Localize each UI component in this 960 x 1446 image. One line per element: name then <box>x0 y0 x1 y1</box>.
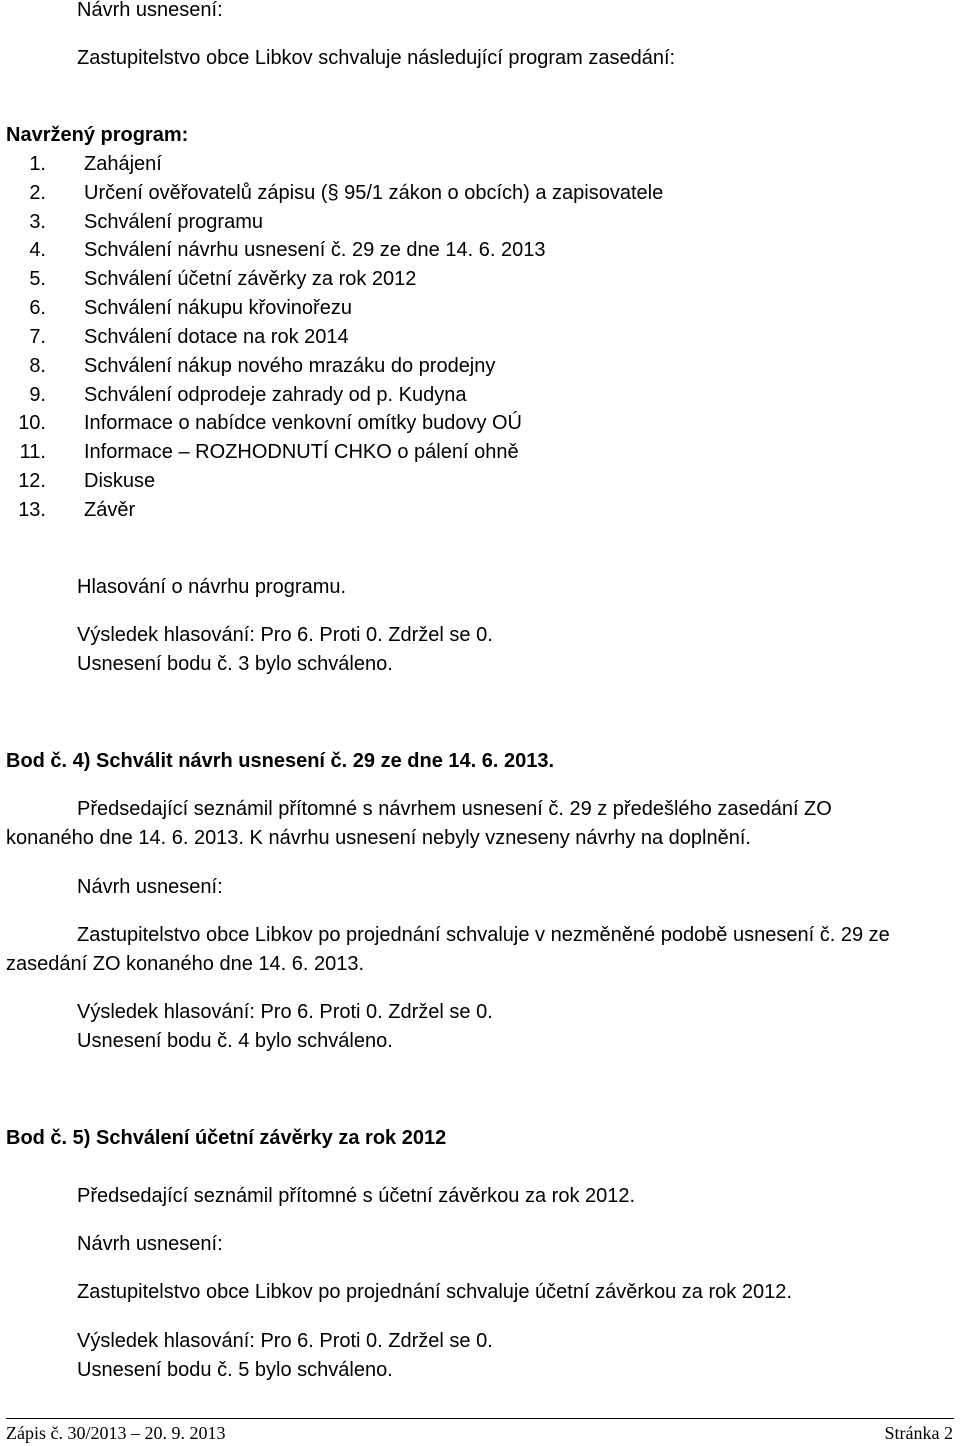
list-item-number: 3. <box>29 211 46 233</box>
list-item-number: 5. <box>29 268 46 290</box>
list-item-number: 4. <box>29 239 46 261</box>
vote-result: Výsledek hlasování: Pro 6. Proti 0. Zdržel se 0. <box>77 1330 493 1352</box>
list-item: Schválení dotace na rok 2014 <box>84 326 349 348</box>
list-item: Schválení nákupu křovinořezu <box>84 297 352 319</box>
section-heading: Bod č. 4) Schválit návrh usnesení č. 29 ze dne 14. 6. 2013. <box>6 750 555 772</box>
list-item: Schválení nákup nového mrazáku do prodejny <box>84 355 496 377</box>
vote-intro: Hlasování o návrhu programu. <box>77 576 347 598</box>
proposal-label: Návrh usnesení: <box>77 0 223 21</box>
resolution-status: Usnesení bodu č. 3 bylo schváleno. <box>77 653 393 675</box>
proposal-text: zasedání ZO konaného dne 14. 6. 2013. <box>6 953 365 975</box>
list-item-number: 12. <box>18 470 46 492</box>
list-item: Závěr <box>84 499 136 521</box>
list-item: Schválení účetní závěrky za rok 2012 <box>84 268 417 290</box>
list-item: Schválení programu <box>84 211 263 233</box>
section-heading: Bod č. 5) Schválení účetní závěrky za rok 2012 <box>6 1127 447 1149</box>
resolution-status: Usnesení bodu č. 4 bylo schváleno. <box>77 1030 393 1052</box>
paragraph: konaného dne 14. 6. 2013. K návrhu usnesení nebyly vzneseny návrhy na doplnění. <box>6 827 751 849</box>
list-item-number: 13. <box>18 499 46 521</box>
proposal-text: Zastupitelstvo obce Libkov schvaluje následující program zasedání: <box>77 47 676 69</box>
paragraph: Předsedající seznámil přítomné s účetní závěrkou za rok 2012. <box>77 1185 636 1207</box>
list-item: Informace – ROZHODNUTÍ CHKO o pálení ohně <box>84 441 519 463</box>
footer-page-number: Stránka 2 <box>884 1423 953 1443</box>
list-item: Určení ověřovatelů zápisu (§ 95/1 zákon o obcích) a zapisovatele <box>84 182 664 204</box>
list-item: Zahájení <box>84 153 162 175</box>
proposal-label: Návrh usnesení: <box>77 1233 223 1255</box>
list-item-number: 9. <box>29 384 46 406</box>
list-item-number: 6. <box>29 297 46 319</box>
list-item: Diskuse <box>84 470 156 492</box>
proposal-label: Návrh usnesení: <box>77 876 223 898</box>
list-item: Schválení návrhu usnesení č. 29 ze dne 14. 6. 2013 <box>84 239 546 261</box>
proposal-text: Zastupitelstvo obce Libkov po projednání schvaluje v nezměněné podobě usnesení č. 29 ze <box>77 924 890 946</box>
list-item: Informace o nabídce venkovní omítky budovy OÚ <box>84 412 522 434</box>
list-item: Schválení odprodeje zahrady od p. Kudyna <box>84 384 467 406</box>
program-heading: Navržený program: <box>6 124 189 146</box>
footer-left: Zápis č. 30/2013 – 20. 9. 2013 <box>6 1423 226 1443</box>
list-item-number: 8. <box>29 355 46 377</box>
list-item-number: 1. <box>29 153 46 175</box>
list-item-number: 7. <box>29 326 46 348</box>
proposal-text: Zastupitelstvo obce Libkov po projednání schvaluje účetní závěrkou za rok 2012. <box>77 1281 792 1303</box>
list-item-number: 2. <box>29 182 46 204</box>
list-item-number: 11. <box>19 441 46 463</box>
vote-result: Výsledek hlasování: Pro 6. Proti 0. Zdržel se 0. <box>77 1001 493 1023</box>
paragraph: Předsedající seznámil přítomné s návrhem usnesení č. 29 z předešlého zasedání ZO <box>77 798 832 820</box>
list-item-number: 10. <box>18 412 46 434</box>
vote-result: Výsledek hlasování: Pro 6. Proti 0. Zdržel se 0. <box>77 624 493 646</box>
footer-divider <box>6 1418 954 1419</box>
resolution-status: Usnesení bodu č. 5 bylo schváleno. <box>77 1359 393 1381</box>
